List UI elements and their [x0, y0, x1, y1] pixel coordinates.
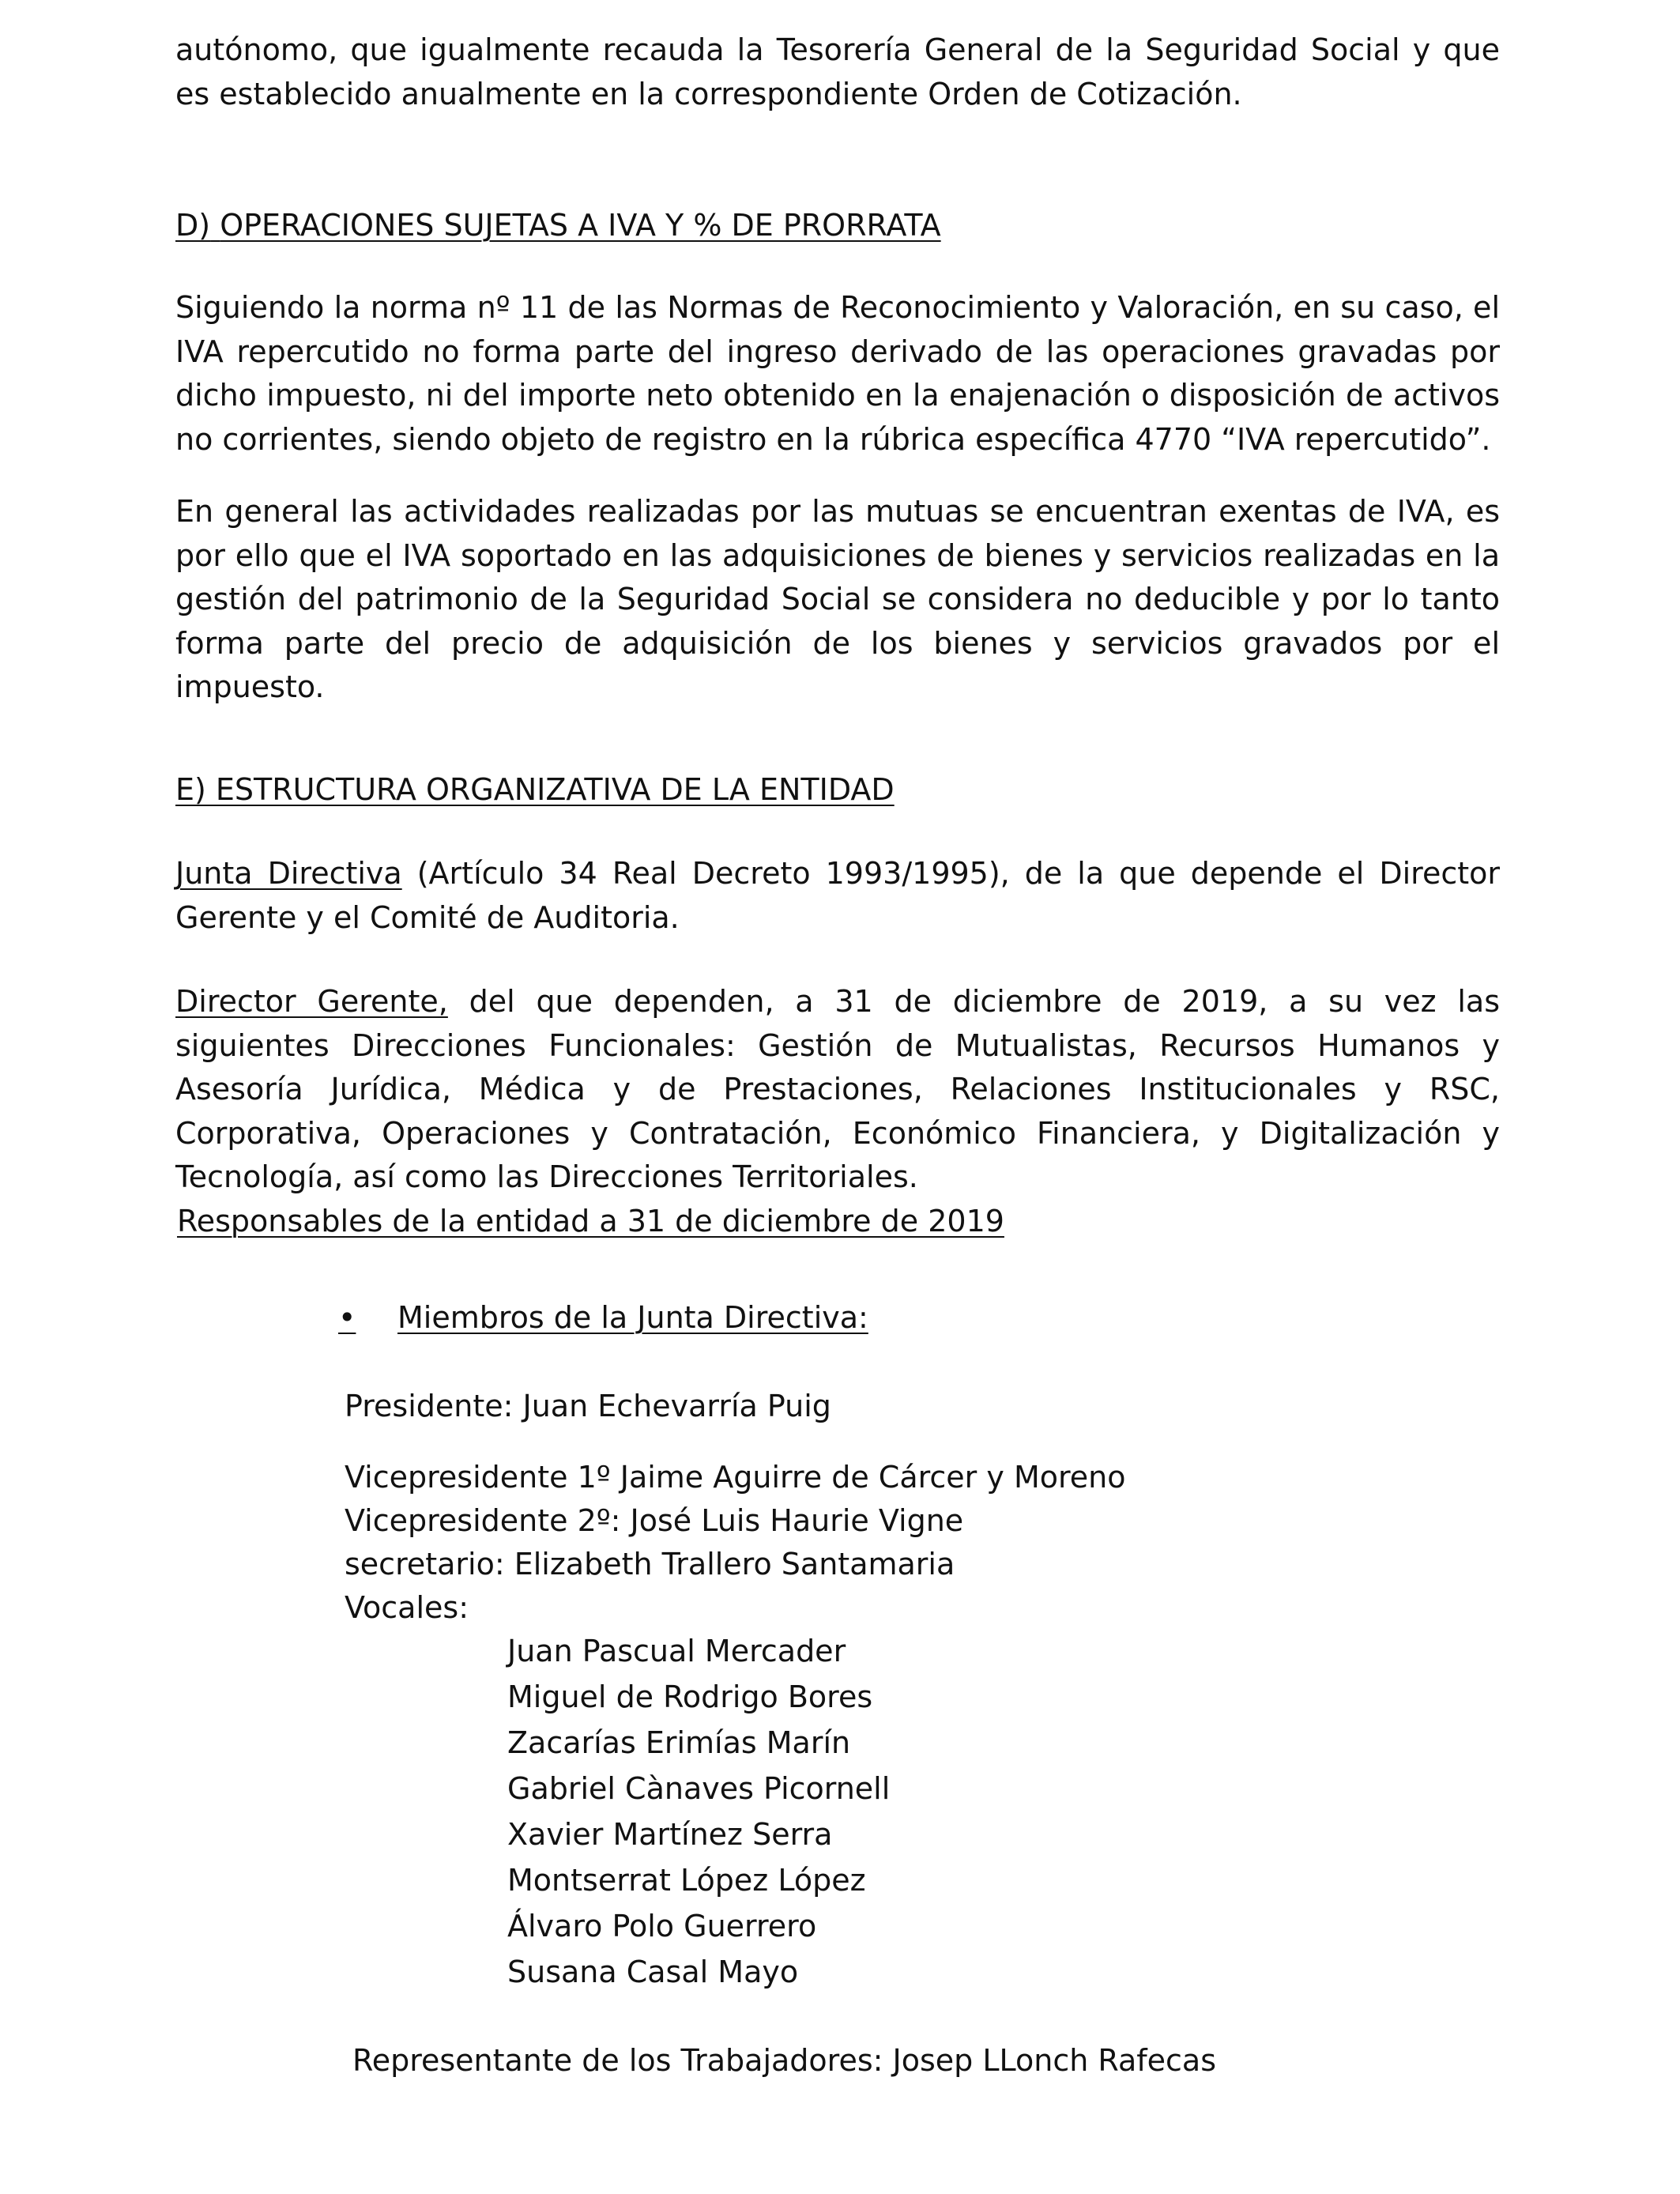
secretario-line: secretario: Elizabeth Trallero Santamaria	[345, 1547, 955, 1581]
junta-text: (Artículo 34 Real Decreto 1993/1995), de la que depende el Director Gerente y el Comité de Auditoria.	[175, 856, 1500, 935]
vocal-item: Miguel de Rodrigo Bores	[507, 1679, 873, 1714]
section-d-title: OPERACIONES SUJETAS A IVA Y % DE PRORRATA	[220, 208, 941, 243]
vocal-item: Montserrat López López	[507, 1863, 866, 1898]
section-e-heading: E) ESTRUCTURA ORGANIZATIVA DE LA ENTIDAD	[175, 772, 895, 807]
vicepresidente-1-line: Vicepresidente 1º Jaime Aguirre de Cárcer y Moreno	[345, 1460, 1126, 1495]
director-label: Director Gerente,	[175, 984, 448, 1019]
presidente-line: Presidente: Juan Echevarría Puig	[345, 1389, 831, 1423]
vocal-item: Juan Pascual Mercader	[507, 1634, 846, 1668]
vocal-item: Gabriel Cànaves Picornell	[507, 1771, 891, 1806]
director-text: del que dependen, a 31 de diciembre de 2019, a su vez las siguientes Direcciones Funcionales: Gestión de Mutualistas, Recursos Humanos y Asesoría Jurídica, Médica y de Prestaciones, Relaciones Institucionales y RSC, Corporativa, Operaciones y Contratación, Económico Financiera, y Digitalización y Tecnología, así como las Direcciones Territoriales.	[175, 984, 1501, 1194]
bullet-icon: •	[338, 1300, 356, 1335]
responsables-heading: Responsables de la entidad a 31 de diciembre de 2019	[177, 1204, 1004, 1238]
vicepresidente-2-line: Vicepresidente 2º: José Luis Haurie Vigne	[345, 1503, 964, 1538]
director-paragraph	[175, 980, 1500, 1200]
iva-paragraph-1: Siguiendo la norma nº 11 de las Normas de Reconocimiento y Valoración, en su caso, el IVA repercutido no forma parte del ingreso derivado de las operaciones gravadas por dicho impuesto, ni del importe neto obtenido en la enajenación o disposición de activos no corrientes, siendo objeto de registro en la rúbrica específica 4770 “IVA repercutido”.	[175, 290, 1500, 457]
section-d-heading	[175, 204, 941, 247]
section-d-prefix: D)	[175, 208, 211, 243]
representante-line: Representante de los Trabajadores: Josep LLonch Rafecas	[352, 2043, 1217, 2078]
vocal-item: Zacarías Erimías Marín	[507, 1725, 851, 1760]
iva-paragraph-2: En general las actividades realizadas por las mutuas se encuentran exentas de IVA, es por ello que el IVA soportado en las adquisiciones de bienes y servicios realizadas en la gestión del patrimonio de la Seguridad Social se considera no deducible y por lo tanto forma parte del precio de adquisición de los bienes y servicios gravados por el impuesto.	[175, 494, 1500, 704]
vocales-label: Vocales:	[345, 1590, 469, 1625]
junta-paragraph	[175, 852, 1500, 940]
junta-members-heading: Miembros de la Junta Directiva:	[397, 1300, 868, 1335]
vocal-item: Susana Casal Mayo	[507, 1955, 799, 1989]
vocal-item: Xavier Martínez Serra	[507, 1817, 833, 1852]
vocal-item: Álvaro Polo Guerrero	[507, 1909, 817, 1943]
intro-paragraph: autónomo, que igualmente recauda la Tesorería General de la Seguridad Social y que es establecido anualmente en la correspondiente Orden de Cotización.	[175, 32, 1500, 111]
junta-label: Junta Directiva	[175, 856, 402, 891]
